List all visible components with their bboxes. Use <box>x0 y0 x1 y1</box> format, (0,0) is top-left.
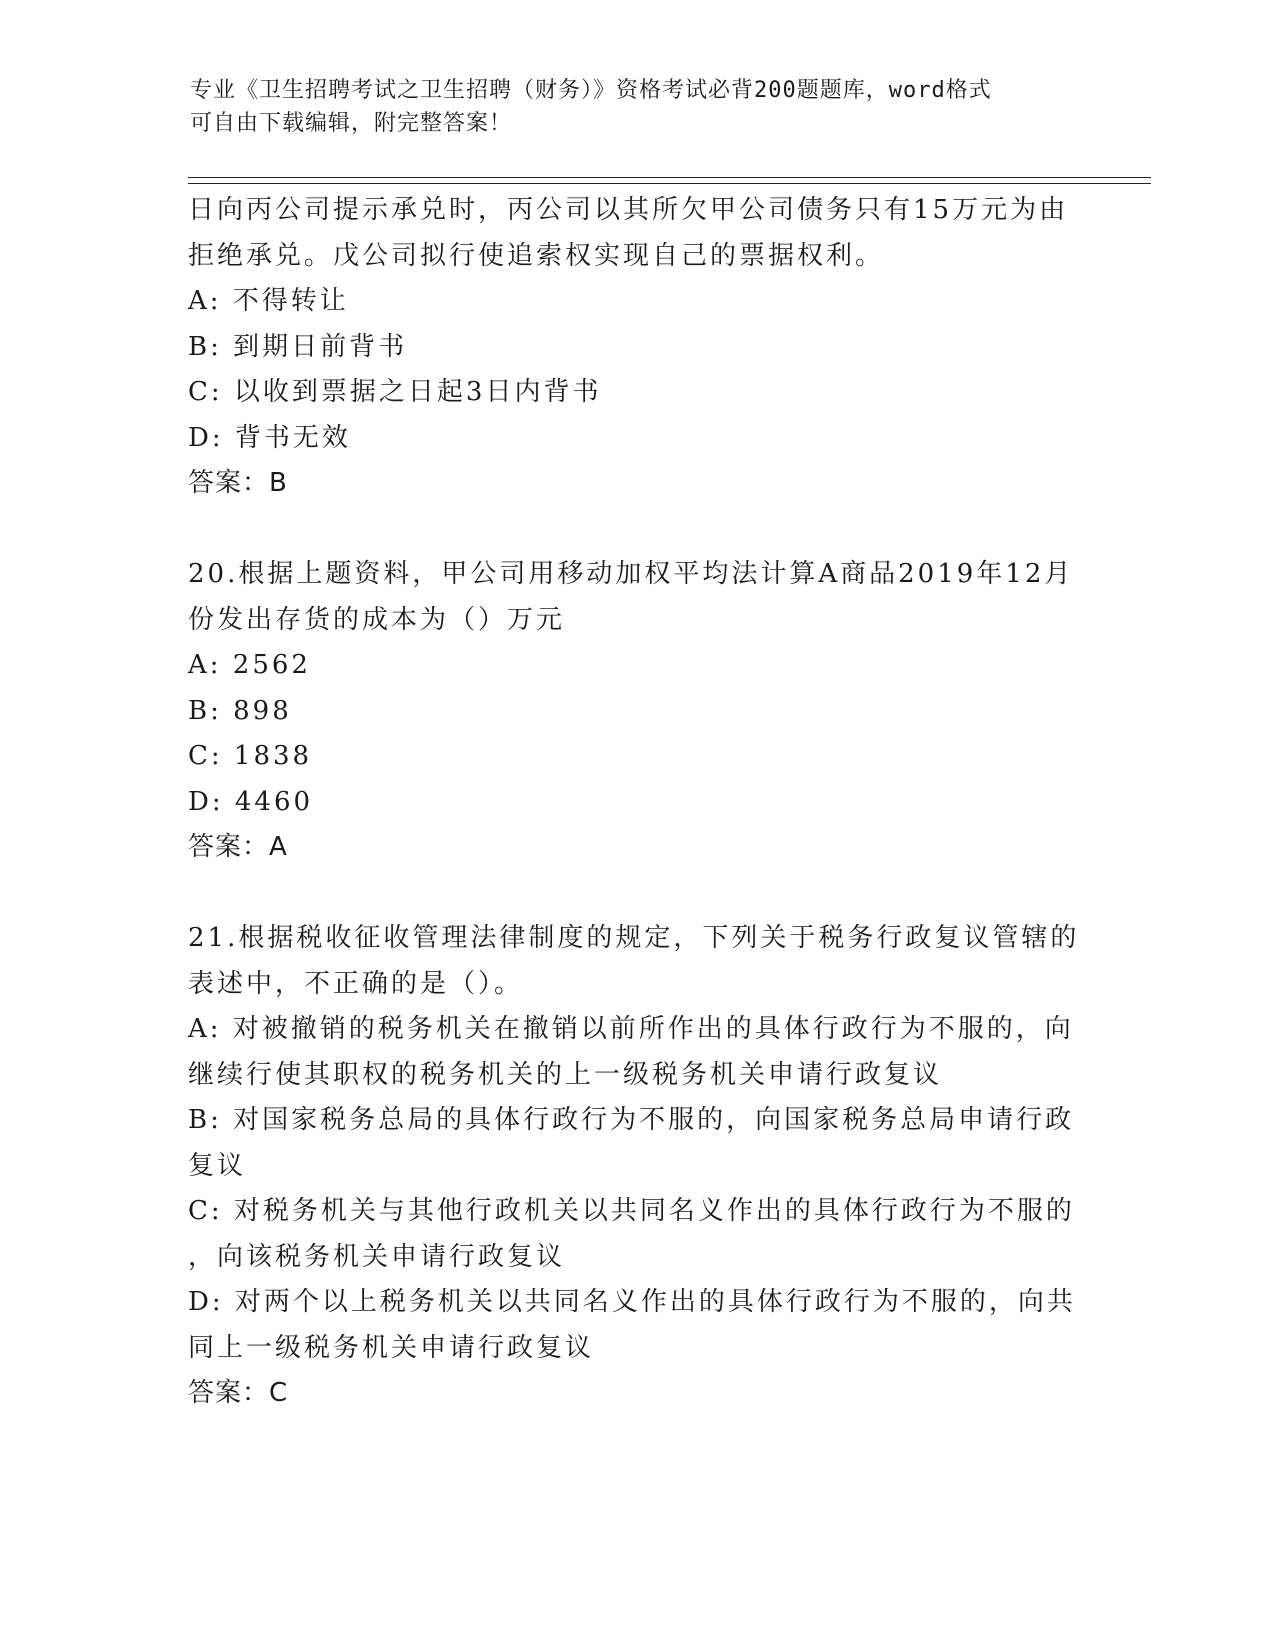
question-20 <box>188 552 1088 871</box>
question-spacer <box>188 871 1088 917</box>
question-19-option-c: C: 以收到票据之日起3日内背书 <box>188 377 602 407</box>
question-19-option-d: D: 背书无效 <box>188 422 351 453</box>
header-title-line-2: 可自由下载编辑，附完整答案！ <box>190 111 513 136</box>
question-21-option-a-line-1: A: 对被撤销的税务机关在撤销以前所作出的具体行政行为不服的，向 <box>188 1014 1074 1044</box>
question-21-option-d-line-1: D: 对两个以上税务机关以共同名义作出的具体行政行为不服的，向共 <box>188 1287 1076 1317</box>
question-21-option-b-line-2: 复议 <box>188 1150 247 1181</box>
question-21-option-d-line-2: 同上一级税务机关申请行政复议 <box>188 1332 595 1363</box>
question-20-answer: 答案：A <box>188 832 288 862</box>
question-19-option-b: B: 到期日前背书 <box>188 331 408 362</box>
document-header <box>190 74 1090 140</box>
question-20-option-d: D: 4460 <box>188 786 314 817</box>
question-21 <box>188 916 1088 1417</box>
header-divider-bottom <box>188 183 1151 184</box>
question-list <box>188 188 1088 1417</box>
question-20-option-c: C: 1838 <box>188 741 313 771</box>
question-21-option-a-line-2: 继续行使其职权的税务机关的上一级税务机关申请行政复议 <box>188 1059 943 1090</box>
question-21-text-line-2: 表述中，不正确的是（）。 <box>188 968 524 999</box>
question-21-option-c-line-1: C: 对税务机关与其他行政机关以共同名义作出的具体行政行为不服的 <box>188 1196 1075 1226</box>
question-21-answer: 答案：C <box>188 1378 289 1408</box>
question-20-text-line-2: 份发出存货的成本为（）万元 <box>188 604 566 635</box>
question-19-option-a: A: 不得转让 <box>188 286 349 316</box>
question-20-option-b: B: 898 <box>188 695 292 726</box>
question-21-option-c-line-2: ，向该税务机关申请行政复议 <box>188 1241 566 1272</box>
question-20-option-a: A: 2562 <box>188 650 311 680</box>
header-divider-top <box>188 177 1151 178</box>
question-19 <box>188 188 1088 507</box>
header-title-line-1: 专业《卫生招聘考试之卫生招聘（财务）》资格考试必背200题题库，word格式 <box>190 78 992 103</box>
question-20-text-line-1: 20.根据上题资料，甲公司用移动加权平均法计算A商品2019年12月 <box>188 559 1074 589</box>
question-19-text-line-2: 拒绝承兑。戊公司拟行使追索权实现自己的票据权利。 <box>188 240 885 271</box>
question-19-answer: 答案：B <box>188 468 288 498</box>
question-19-text-line-1: 日向丙公司提示承兑时，丙公司以其所欠甲公司债务只有15万元为由 <box>188 195 1069 225</box>
question-21-option-b-line-1: B: 对国家税务总局的具体行政行为不服的，向国家税务总局申请行政 <box>188 1105 1075 1135</box>
question-21-text-line-1: 21.根据税收征收管理法律制度的规定，下列关于税务行政复议管辖的 <box>188 923 1080 953</box>
question-spacer <box>188 507 1088 553</box>
